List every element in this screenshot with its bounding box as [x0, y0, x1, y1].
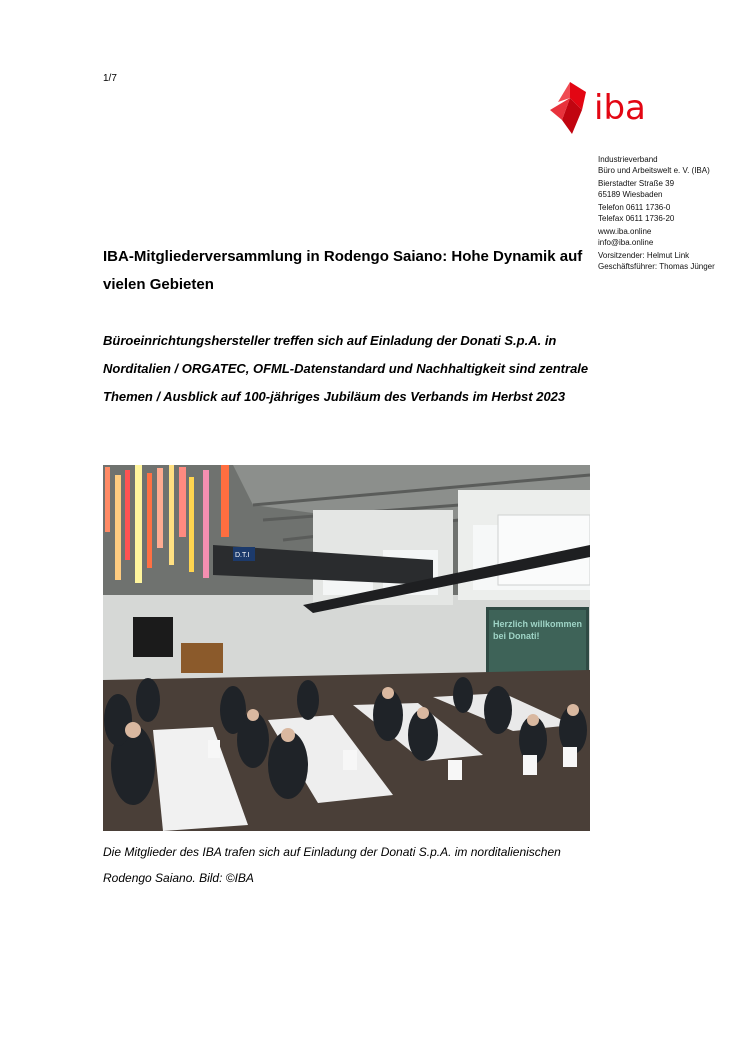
article-subtitle: Büroeinrichtungshersteller treffen sich auf Einladung der Donati S.p.A. in Norditalien / ORGATEC, OFML-Datenstandard und Nachhaltigkeit sind zentrale Themen / Ausblick auf 100-jähriges Jubiläum des Verbands im Herbst 2023	[103, 333, 589, 404]
article-title: IBA-Mitgliederversammlung in Rodengo Saiano: Hohe Dynamik auf vielen Gebieten	[103, 248, 583, 293]
org-name-line2: Büro und Arbeitswelt e. V. (IBA)	[598, 165, 710, 175]
chair: Vorsitzender: Helmut Link	[598, 251, 690, 260]
sender-address-block	[598, 155, 715, 275]
email-link[interactable]: info@iba.online	[598, 237, 654, 247]
city: 65189 Wiesbaden	[598, 189, 663, 199]
photo-caption: Die Mitglieder des IBA trafen sich auf Einladung der Donati S.p.A. im norditalienischen Rodengo Saiano. Bild: ©IBA	[103, 845, 561, 885]
iba-logo	[548, 80, 648, 136]
street: Bierstadter Straße 39	[598, 179, 675, 188]
page-number: 1/7	[103, 73, 117, 84]
meeting-photo	[103, 465, 590, 831]
screen-text-line2: bei Donati!	[493, 631, 540, 641]
website-link[interactable]: www.iba.online	[598, 227, 652, 236]
manager: Geschäftsführer: Thomas Jünger	[598, 261, 715, 271]
meeting-photo-illustration	[103, 465, 590, 831]
iba-logo-text: iba	[594, 88, 646, 128]
org-name-line1: Industrieverband	[598, 155, 658, 164]
sign-text: D.T.I	[235, 552, 250, 559]
screen-text-line1: Herzlich willkommen	[493, 619, 583, 629]
iba-logo-mark-icon	[548, 80, 592, 136]
fax: Telefax 0611 1736-20	[598, 213, 675, 223]
phone: Telefon 0611 1736-0	[598, 203, 671, 212]
